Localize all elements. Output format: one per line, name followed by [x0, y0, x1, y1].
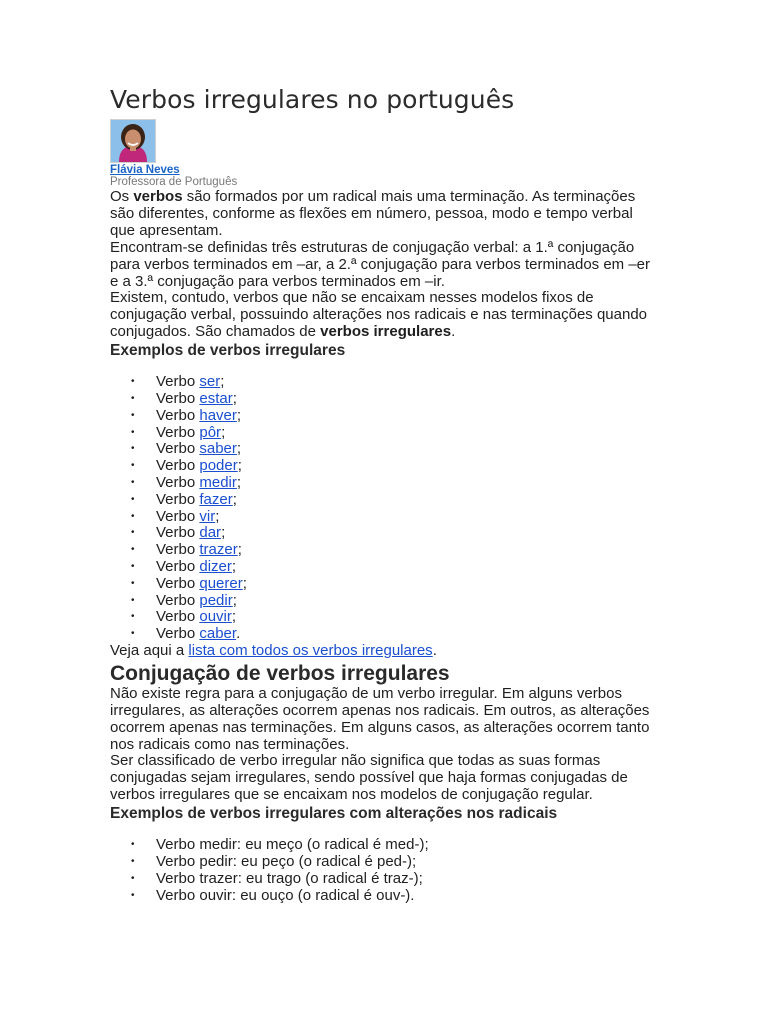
verb-punctuation: ;: [232, 490, 237, 508]
bullet-icon: •: [131, 889, 135, 901]
article-title: Verbos irregulares no português: [110, 85, 515, 114]
verb-punctuation: .: [236, 625, 241, 643]
conjugation-paragraph-1: Não existe regra para a conjugação de um verbo irregular. Em alguns verbos irregulares, as alterações ocorrem apenas nos radicais. Em outros, as alterações ocorrem apenas nas terminações. Em alguns casos, as alterações ocorrem tanto nos radicais como nas terminações.: [110, 684, 650, 753]
verb-list-item: [131, 406, 658, 425]
see-all-paragraph: [110, 643, 658, 660]
bullet-icon: •: [131, 611, 135, 623]
verb-link[interactable]: saber: [199, 440, 237, 458]
verb-link[interactable]: poder: [199, 457, 238, 475]
verb-link[interactable]: dar: [199, 524, 222, 542]
radical-example-text: Verbo trazer: eu trago (o radical é traz-);: [156, 869, 423, 887]
verb-prefix: Verbo: [156, 440, 200, 458]
bullet-icon: •: [131, 628, 135, 640]
bullet-icon: •: [131, 476, 135, 488]
bullet-icon: •: [131, 544, 135, 556]
author-photo: [111, 120, 155, 162]
author-avatar[interactable]: [110, 119, 156, 163]
bullet-icon: •: [131, 560, 135, 572]
verb-prefix: Verbo: [156, 574, 200, 592]
verb-list-item: [131, 423, 658, 442]
verb-punctuation: ;: [236, 440, 242, 458]
verb-list-item: [131, 574, 658, 593]
verb-prefix: Verbo: [156, 524, 200, 542]
verb-prefix: Verbo: [156, 557, 200, 575]
verb-link[interactable]: ser: [199, 373, 221, 391]
bullet-icon: •: [131, 376, 135, 388]
bullet-icon: •: [131, 426, 135, 438]
verb-prefix: Verbo: [156, 507, 200, 525]
author-block: [110, 119, 658, 189]
see-all-text: .: [432, 641, 437, 659]
verb-prefix: Verbo: [156, 625, 200, 643]
bullet-icon: •: [131, 872, 135, 884]
bullet-icon: •: [131, 594, 135, 606]
bullet-icon: •: [131, 460, 135, 472]
verb-punctuation: ;: [237, 457, 242, 475]
verb-link[interactable]: pedir: [199, 591, 233, 609]
verb-link[interactable]: haver: [199, 406, 237, 424]
verb-punctuation: ;: [220, 373, 225, 391]
verb-link[interactable]: vir: [199, 507, 216, 525]
radicals-heading: Exemplos de verbos irregulares com alterações nos radicais: [110, 805, 558, 823]
author-role: Professora de Português: [110, 176, 238, 188]
verb-list-item: [131, 440, 658, 458]
verb-list-item: [131, 541, 658, 559]
verb-list-item: [131, 625, 658, 643]
verb-prefix: Verbo: [156, 373, 200, 391]
article: [110, 84, 658, 904]
intro-bold: verbos: [133, 188, 183, 205]
verb-punctuation: ;: [236, 473, 242, 491]
verb-list-item: [131, 524, 658, 542]
verb-list-item: [131, 557, 658, 576]
verb-list-item: [131, 490, 658, 509]
verb-punctuation: ;: [236, 406, 242, 424]
verb-link[interactable]: medir: [199, 473, 237, 491]
radical-example-item: [131, 869, 658, 888]
verb-link[interactable]: pôr: [199, 423, 222, 441]
verb-list-item: [131, 457, 658, 475]
intro-text: Os: [110, 188, 134, 205]
verb-prefix: Verbo: [156, 423, 200, 441]
intro-text: .: [451, 323, 456, 341]
verb-link[interactable]: dizer: [199, 557, 232, 575]
verb-list-item: [131, 591, 658, 610]
verb-link[interactable]: estar: [199, 389, 233, 407]
verb-link[interactable]: querer: [199, 574, 243, 592]
bullet-icon: •: [131, 510, 135, 522]
bullet-icon: •: [131, 409, 135, 421]
verb-link[interactable]: ouvir: [199, 608, 232, 626]
verb-prefix: Verbo: [156, 457, 200, 475]
verb-prefix: Verbo: [156, 591, 200, 609]
radical-example-item: [131, 852, 658, 871]
verb-punctuation: ;: [221, 524, 226, 542]
intro-paragraph-2: Encontram-se definidas três estruturas de conjugação verbal: a 1.ª conjugação para verbos terminados em –ar, a 2.ª conjugação para verbos terminados em –er e a 3.ª conjugação para verbos terminados em –ir.: [110, 238, 651, 290]
verb-punctuation: ;: [231, 557, 237, 575]
author-name-link[interactable]: Flávia Neves: [110, 164, 180, 176]
conjugation-paragraph-2: Ser classificado de verbo irregular não significa que todas as suas formas conjugadas sejam irregulares, sendo possível que haja formas conjugadas de verbos irregulares que se encaixam nos modelos de conjugação regular.: [110, 752, 628, 804]
radical-example-item: [131, 836, 658, 854]
intro-text: são formados por um radical mais uma terminação. As terminações são diferentes, conforme as flexões em número, pessoa, modo e tempo verbal que apresentam.: [110, 188, 636, 239]
bullet-icon: •: [131, 527, 135, 539]
bullet-icon: •: [131, 493, 135, 505]
examples-heading: Exemplos de verbos irregulares: [110, 342, 346, 360]
radical-example-text: Verbo ouvir: eu ouço (o radical é ouv-).: [156, 886, 415, 904]
verb-punctuation: ;: [215, 507, 220, 525]
verb-punctuation: ;: [231, 608, 237, 626]
verb-prefix: Verbo: [156, 473, 200, 491]
radical-example-item: [131, 886, 658, 905]
verb-list-item: [131, 608, 658, 626]
bullet-icon: •: [131, 839, 135, 851]
intro-paragraph-3: [110, 290, 658, 341]
verb-punctuation: ;: [221, 423, 226, 441]
verb-link[interactable]: fazer: [199, 490, 233, 508]
see-all-text: Veja aqui a: [110, 641, 189, 659]
verb-punctuation: ;: [232, 389, 237, 407]
verb-list-item: [131, 373, 658, 391]
verb-prefix: Verbo: [156, 389, 200, 407]
verb-list: [110, 374, 658, 643]
verb-link[interactable]: caber: [199, 625, 237, 643]
intro-text: Existem, contudo, verbos que não se encaixam nesses modelos fixos de conjugação verbal, possuindo alterações nos radicais e nas terminações quando conjugados. São chamados de: [110, 289, 648, 341]
verb-prefix: Verbo: [156, 541, 200, 559]
verb-list-item: [131, 389, 658, 408]
intro-bold: verbos irregulares: [320, 323, 452, 341]
intro-paragraph-1: [110, 189, 658, 240]
bullet-icon: •: [131, 392, 135, 404]
verb-punctuation: ;: [232, 591, 237, 609]
verb-list-item: [131, 507, 658, 526]
verb-punctuation: ;: [242, 574, 247, 592]
verb-prefix: Verbo: [156, 406, 200, 424]
bullet-icon: •: [131, 577, 135, 589]
verb-link[interactable]: trazer: [199, 541, 238, 559]
verb-list-link[interactable]: lista com todos os verbos irregulares: [188, 641, 433, 659]
conjugation-heading: Conjugação de verbos irregulares: [110, 661, 450, 685]
verb-prefix: Verbo: [156, 608, 200, 626]
radical-examples-list: [110, 837, 658, 904]
verb-prefix: Verbo: [156, 490, 200, 508]
radical-example-text: Verbo medir: eu meço (o radical é med-);: [156, 836, 429, 854]
bullet-icon: •: [131, 855, 135, 867]
verb-punctuation: ;: [237, 541, 242, 559]
verb-list-item: [131, 473, 658, 492]
radical-example-text: Verbo pedir: eu peço (o radical é ped-);: [156, 852, 417, 870]
bullet-icon: •: [131, 443, 135, 455]
